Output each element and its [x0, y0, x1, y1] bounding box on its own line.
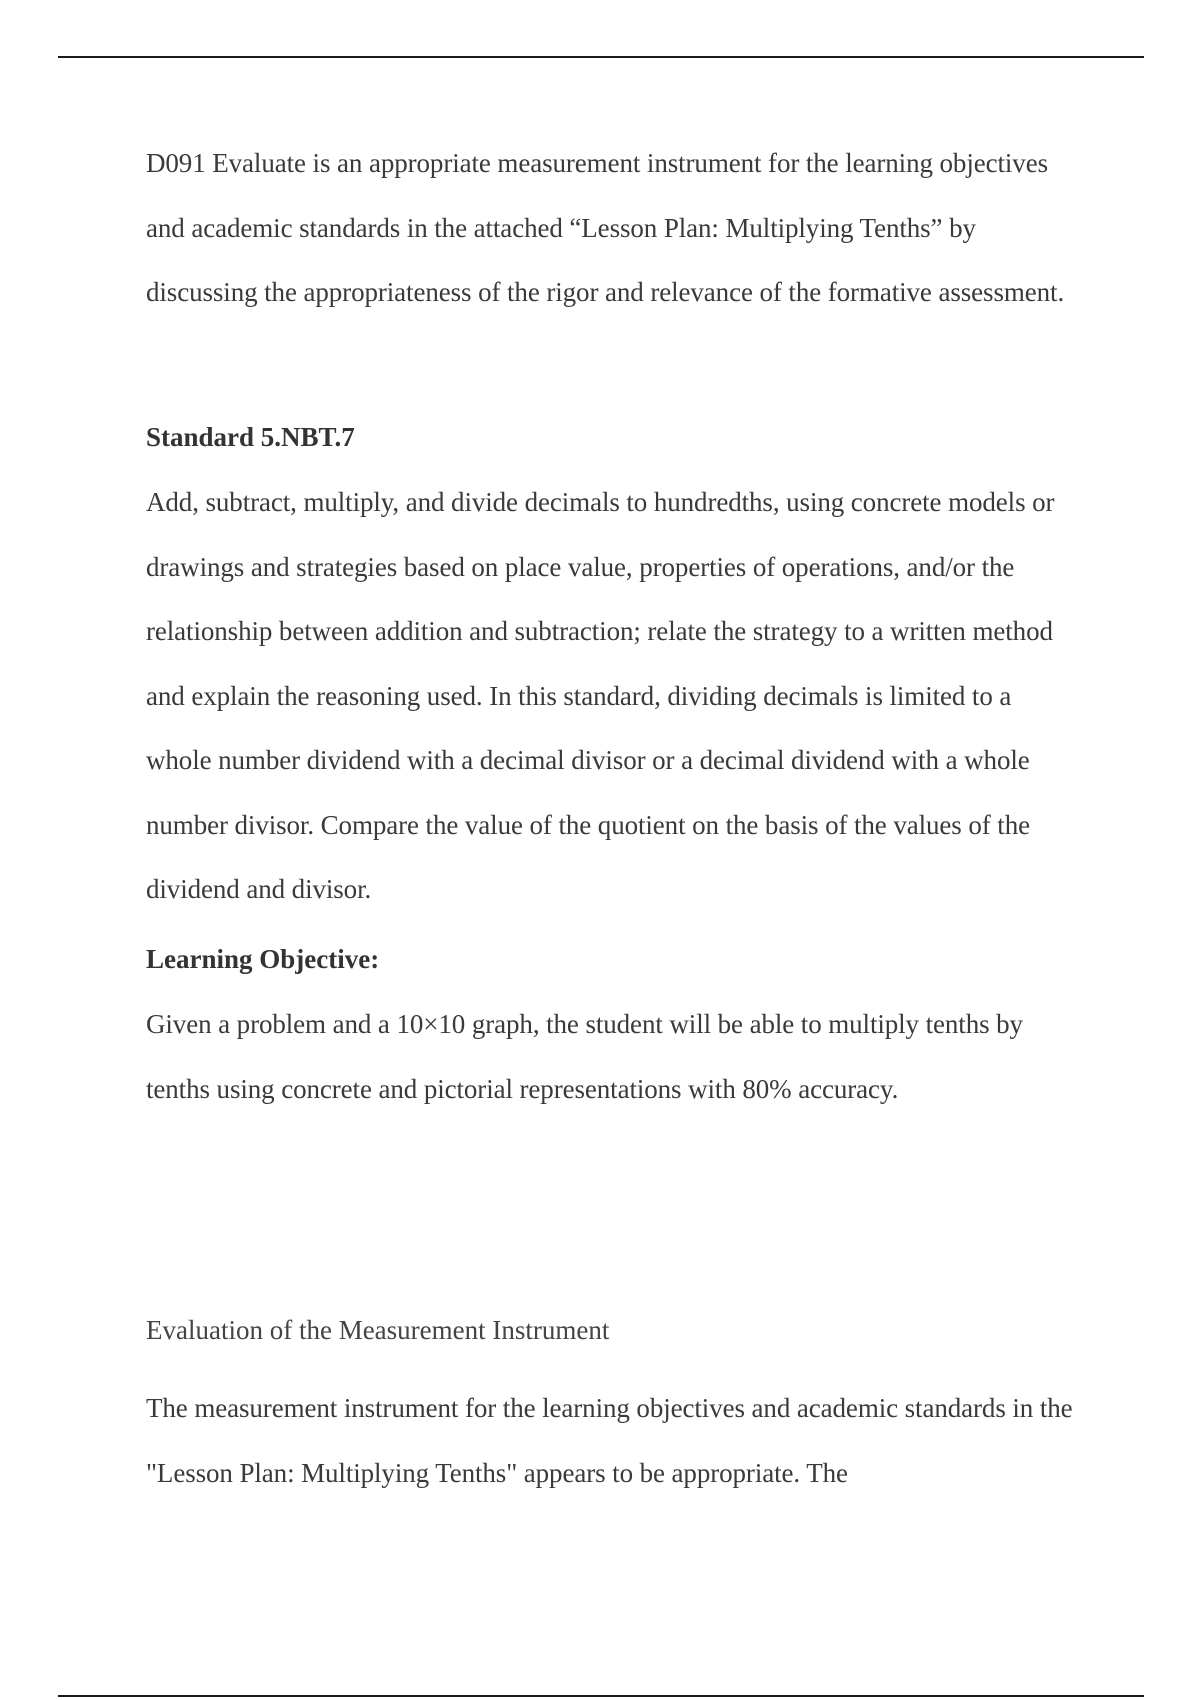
evaluation-title: Evaluation of the Measurement Instrument — [146, 1315, 610, 1345]
bottom-page-rule — [58, 1695, 1144, 1697]
evaluation-paragraph: The measurement instrument for the learning objectives and academic standards in the "Lesson Plan: Multiplying Tenths" appears to be appropriate. The — [146, 1393, 1073, 1488]
standard-paragraph: Add, subtract, multiply, and divide decimals to hundredths, using concrete models or drawings and strategies based on place value, properties of operations, and/or the relationship between addition and subtraction; relate the strategy to a written method and explain the reasoning used. In this standard, dividing decimals is limited to a whole number dividend with a decimal divisor or a decimal dividend with a whole number divisor. Compare the value of the quotient on the basis of the values of the dividend and divisor. — [146, 487, 1055, 904]
standard-heading: Standard 5.NBT.7 — [146, 422, 355, 452]
intro-paragraph: D091 Evaluate is an appropriate measurement instrument for the learning objectives and academic standards in the attached “Lesson Plan: Multiplying Tenths” by discussing the appropriateness of the rigor and relevance of the formative assessment. — [146, 148, 1065, 307]
objective-paragraph: Given a problem and a 10×10 graph, the student will be able to multiply tenths by tenths using concrete and pictorial representations with 80% accuracy. — [146, 1009, 1023, 1104]
top-page-rule — [58, 56, 1144, 58]
objective-heading: Learning Objective: — [146, 944, 380, 974]
